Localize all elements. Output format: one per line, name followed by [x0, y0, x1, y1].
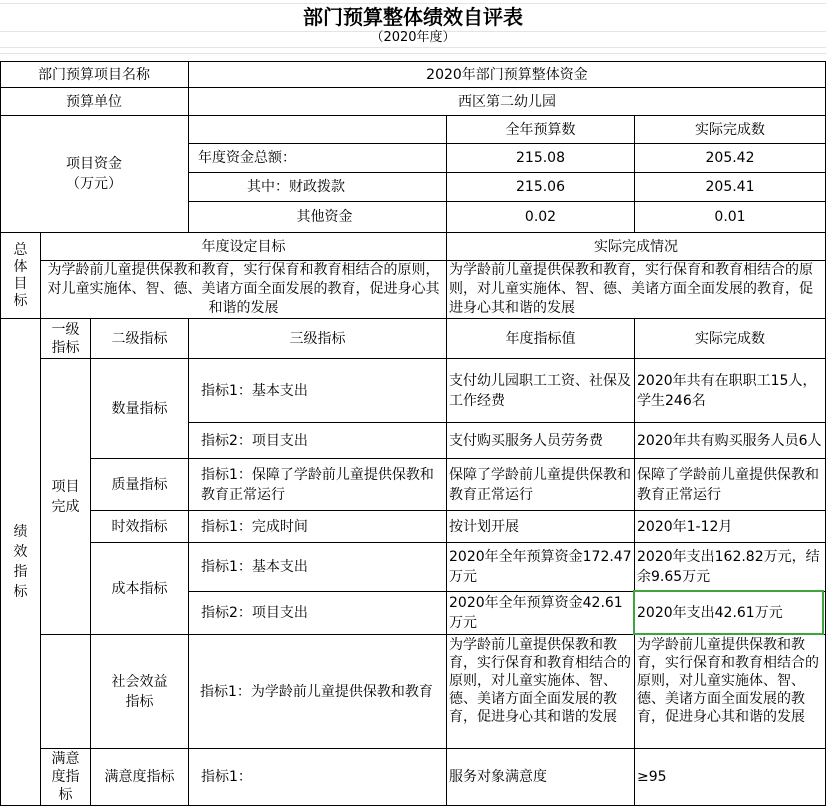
overall-col-target: 年度设定目标 [201, 238, 286, 255]
funds-col-budget: 全年预算数 [505, 121, 576, 138]
perf-l1-project: 项目完成 [51, 478, 80, 515]
perf-social-label: 社会效益指标 [111, 673, 168, 710]
page-subtitle: （2020年度） [370, 30, 456, 45]
perf-cost-r1-l3: 指标1：基本支出 [201, 559, 308, 575]
perf-cost-r1-target: 2020年全年预算资金172.47万元 [449, 549, 632, 585]
funds-row-total-label: 年度资金总额： [198, 150, 296, 166]
funds-row-total-actual: 205.42 [705, 150, 755, 166]
perf-quality-label: 质量指标 [111, 476, 168, 493]
perf-header-l1: 一级指标 [51, 321, 80, 356]
perf-satisfaction-l3: 指标1： [201, 769, 252, 785]
funds-row-fiscal-actual: 205.41 [705, 179, 755, 195]
perf-quantity-r2-actual: 2020年共有购买服务人员6人 [637, 432, 822, 449]
perf-header-target: 年度指标值 [505, 330, 576, 347]
perf-quantity-r1-l3: 指标1：基本支出 [201, 382, 308, 399]
perf-quantity-r2-target: 支付购买服务人员劳务费 [449, 432, 603, 449]
perf-cost-r2-l3: 指标2：项目支出 [201, 605, 308, 621]
perf-timeliness-target: 按计划开展 [449, 518, 519, 535]
perf-label: 绩效指标 [13, 524, 28, 600]
perf-l1-satisfaction: 满意度指标 [51, 751, 80, 803]
overall-col-result: 实际完成情况 [594, 238, 678, 255]
overall-target: 为学龄前儿童提供保教和教育，实行保育和教育相结合的原则，对儿童实施体、智、德、美诸方面全面发展的教育，促进身心其和谐的发展 [47, 262, 440, 316]
project-name-label: 部门预算项目名称 [38, 66, 150, 83]
funds-row-fiscal-label: 其中：财政拨款 [247, 179, 345, 195]
perf-quantity-r2-l3: 指标2：项目支出 [201, 432, 308, 449]
perf-social-actual: 为学龄前儿童提供保教和教育，实行保育和教育相结合的原则，对儿童实施体、智、德、美诸方面全面发展的教育，促进身心其和谐的发展 [637, 637, 819, 725]
perf-satisfaction-target: 服务对象满意度 [449, 769, 547, 785]
perf-timeliness-l3: 指标1：完成时间 [201, 518, 308, 535]
perf-social-l3: 指标1：为学龄前儿童提供保教和教育 [200, 683, 433, 700]
perf-quality-l3: 指标1：保障了学龄前儿童提供保教和教育正常运行 [201, 466, 434, 503]
funds-row-fiscal-budget: 215.06 [516, 179, 565, 195]
perf-quantity-label: 数量指标 [111, 400, 168, 417]
funds-row-other-label: 其他资金 [296, 209, 353, 225]
overall-result: 为学龄前儿童提供保教和教育，实行保育和教育相结合的原则，对儿童实施体、智、德、美诸方面全面发展的教育，促进身心其和谐的发展 [449, 262, 813, 316]
unit-label: 预算单位 [66, 93, 122, 110]
perf-satisfaction-actual: ≥95 [637, 769, 667, 785]
perf-cost-label: 成本指标 [111, 580, 168, 597]
perf-social-target: 为学龄前儿童提供保教和教育，实行保育和教育相结合的原则，对儿童实施体、智、德、美诸方面全面发展的教育，促进身心其和谐的发展 [449, 637, 631, 725]
perf-timeliness-actual: 2020年1-12月 [637, 518, 733, 535]
perf-quantity-r1-actual: 2020年共有在职职工15人，学生246名 [637, 372, 817, 409]
funds-row-other-budget: 0.02 [524, 209, 557, 225]
overall-label: 总体目标 [13, 241, 28, 309]
perf-timeliness-label: 时效指标 [111, 518, 168, 535]
unit-value: 西区第二幼儿园 [458, 93, 556, 110]
perf-header-l3: 三级指标 [289, 330, 346, 347]
perf-header-l2: 二级指标 [111, 330, 168, 347]
selected-cell-highlight[interactable] [633, 590, 824, 635]
perf-quality-actual: 保障了学龄前儿童提供保教和教育正常运行 [637, 466, 819, 503]
funds-row-other-actual: 0.01 [714, 209, 746, 225]
perf-satisfaction-label: 满意度指标 [104, 769, 175, 785]
perf-quantity-r1-target: 支付幼儿园职工工资、社保及工作经费 [449, 372, 631, 409]
funds-label: 项目资金 （万元） [66, 156, 122, 192]
funds-col-actual: 实际完成数 [695, 121, 765, 138]
perf-cost-r1-actual: 2020年支出162.82万元，结余9.65万元 [637, 549, 820, 585]
perf-quality-target: 保障了学龄前儿童提供保教和教育正常运行 [449, 466, 631, 503]
perf-cost-r2-actual: 2020年支出42.61万元 [637, 605, 783, 621]
funds-row-total-budget: 215.08 [516, 150, 565, 166]
perf-cost-r2-target: 2020年全年预算资金42.61万元 [449, 595, 623, 631]
project-name-value: 2020年部门预算整体资金 [426, 66, 588, 83]
perf-header-actual: 实际完成数 [695, 330, 765, 347]
page-title: 部门预算整体绩效自评表 [303, 5, 523, 29]
